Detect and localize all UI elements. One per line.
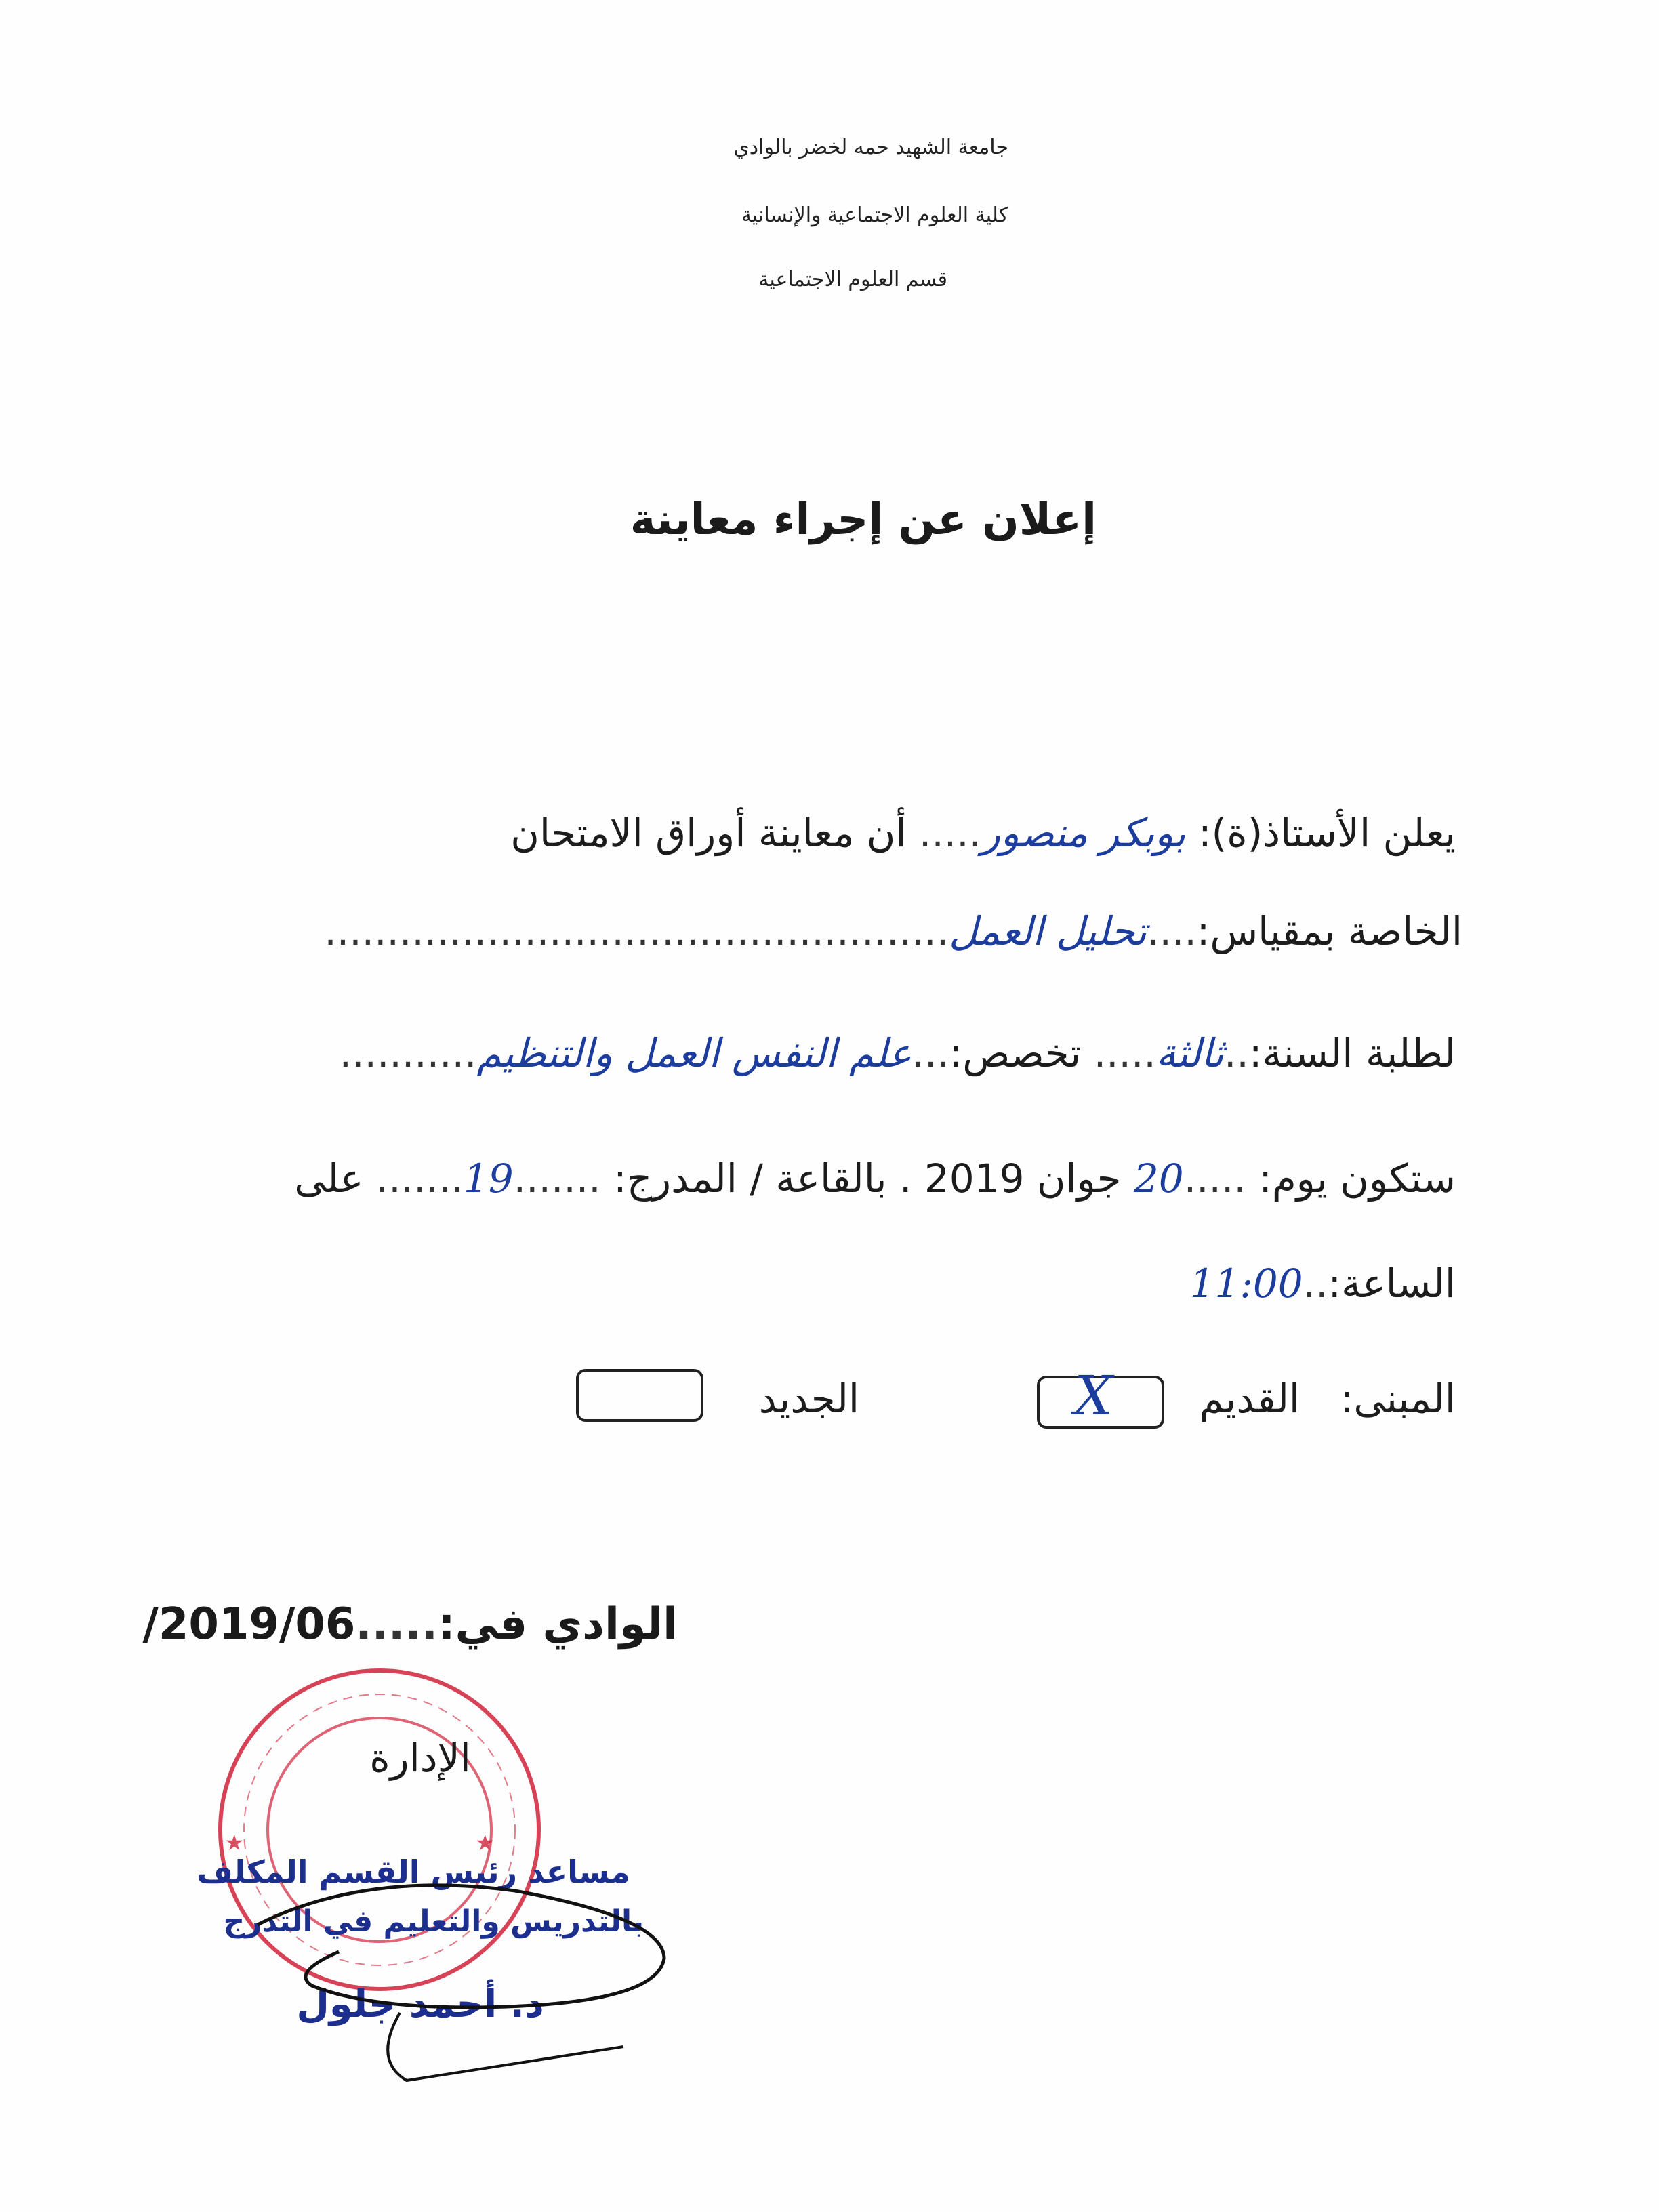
university-name: جامعة الشهيد حمه لخضر بالوادي xyxy=(733,136,1008,159)
handwritten-signature xyxy=(230,1843,705,2087)
announcement-line-3: لطلبة السنة:..ثالثة..... تخصص:...علم النفس العمل والتنظيم........... xyxy=(339,1030,1456,1076)
specialty-label: تخصص: xyxy=(949,1030,1082,1076)
date-value: 2019/06/ xyxy=(142,1599,356,1650)
professor-label: يعلن الأستاذ(ة): xyxy=(1198,810,1456,856)
date-prefix: الوادي في: xyxy=(437,1599,678,1650)
year-value: ثالثة xyxy=(1155,1030,1224,1076)
room-value: 19 xyxy=(463,1155,514,1202)
building-label: المبنى: xyxy=(1340,1376,1456,1422)
time-label: الساعة: xyxy=(1328,1261,1456,1307)
line4-suffix: على xyxy=(294,1155,364,1202)
month-room-label: جوان 2019 . بالقاعة / المدرج: xyxy=(613,1155,1122,1202)
department-name: قسم العلوم الاجتماعية xyxy=(758,268,947,291)
administration-label: الإدارة xyxy=(369,1735,471,1781)
day-value: 20 xyxy=(1133,1155,1184,1202)
svg-text:★: ★ xyxy=(224,1830,244,1856)
professor-name: بوبكر منصور xyxy=(981,810,1186,856)
new-building-checkbox xyxy=(576,1369,703,1422)
time-value: 11:00 xyxy=(1189,1261,1303,1307)
signature-title-line-2: بالتدريس والتعليم في التدرج xyxy=(223,1904,644,1939)
subject-value: تحليل العمل xyxy=(949,908,1147,954)
announcement-line-4: ستكون يوم: .....20 جوان 2019 . بالقاعة / المدرج: .......19....... على xyxy=(294,1155,1456,1202)
date-line: الوادي في:.....2019/06/ xyxy=(142,1599,678,1650)
announcement-line-1: يعلن الأستاذ(ة): بوبكر منصور..... أن معاينة أوراق الامتحان xyxy=(510,810,1456,856)
year-label: لطلبة السنة: xyxy=(1248,1030,1456,1076)
specialty-value: علم النفس العمل والتنظيم xyxy=(476,1030,912,1076)
faculty-name: كلية العلوم الاجتماعية والإنسانية xyxy=(741,203,1008,227)
signature-title-line-1: مساعد رئيس القسم المكلف xyxy=(197,1853,630,1890)
document-title: إعلان عن إجراء معاينة xyxy=(630,495,1097,545)
svg-text:★: ★ xyxy=(475,1830,495,1856)
old-building-label: القديم xyxy=(1199,1376,1300,1422)
announcement-line-5: الساعة:..11:00 xyxy=(1189,1261,1456,1307)
announcement-line-2: الخاصة بمقياس:....تحليل العمل.................................................. xyxy=(324,908,1462,954)
new-building-label: الجديد xyxy=(758,1376,859,1422)
signature-name: د. أحمد جلول xyxy=(296,1982,544,2026)
subject-label: الخاصة بمقياس: xyxy=(1196,908,1462,954)
old-building-check-mark: X xyxy=(1074,1364,1113,1427)
day-label: ستكون يوم: xyxy=(1258,1155,1456,1202)
line1-suffix: أن معاينة أوراق الامتحان xyxy=(510,810,907,856)
